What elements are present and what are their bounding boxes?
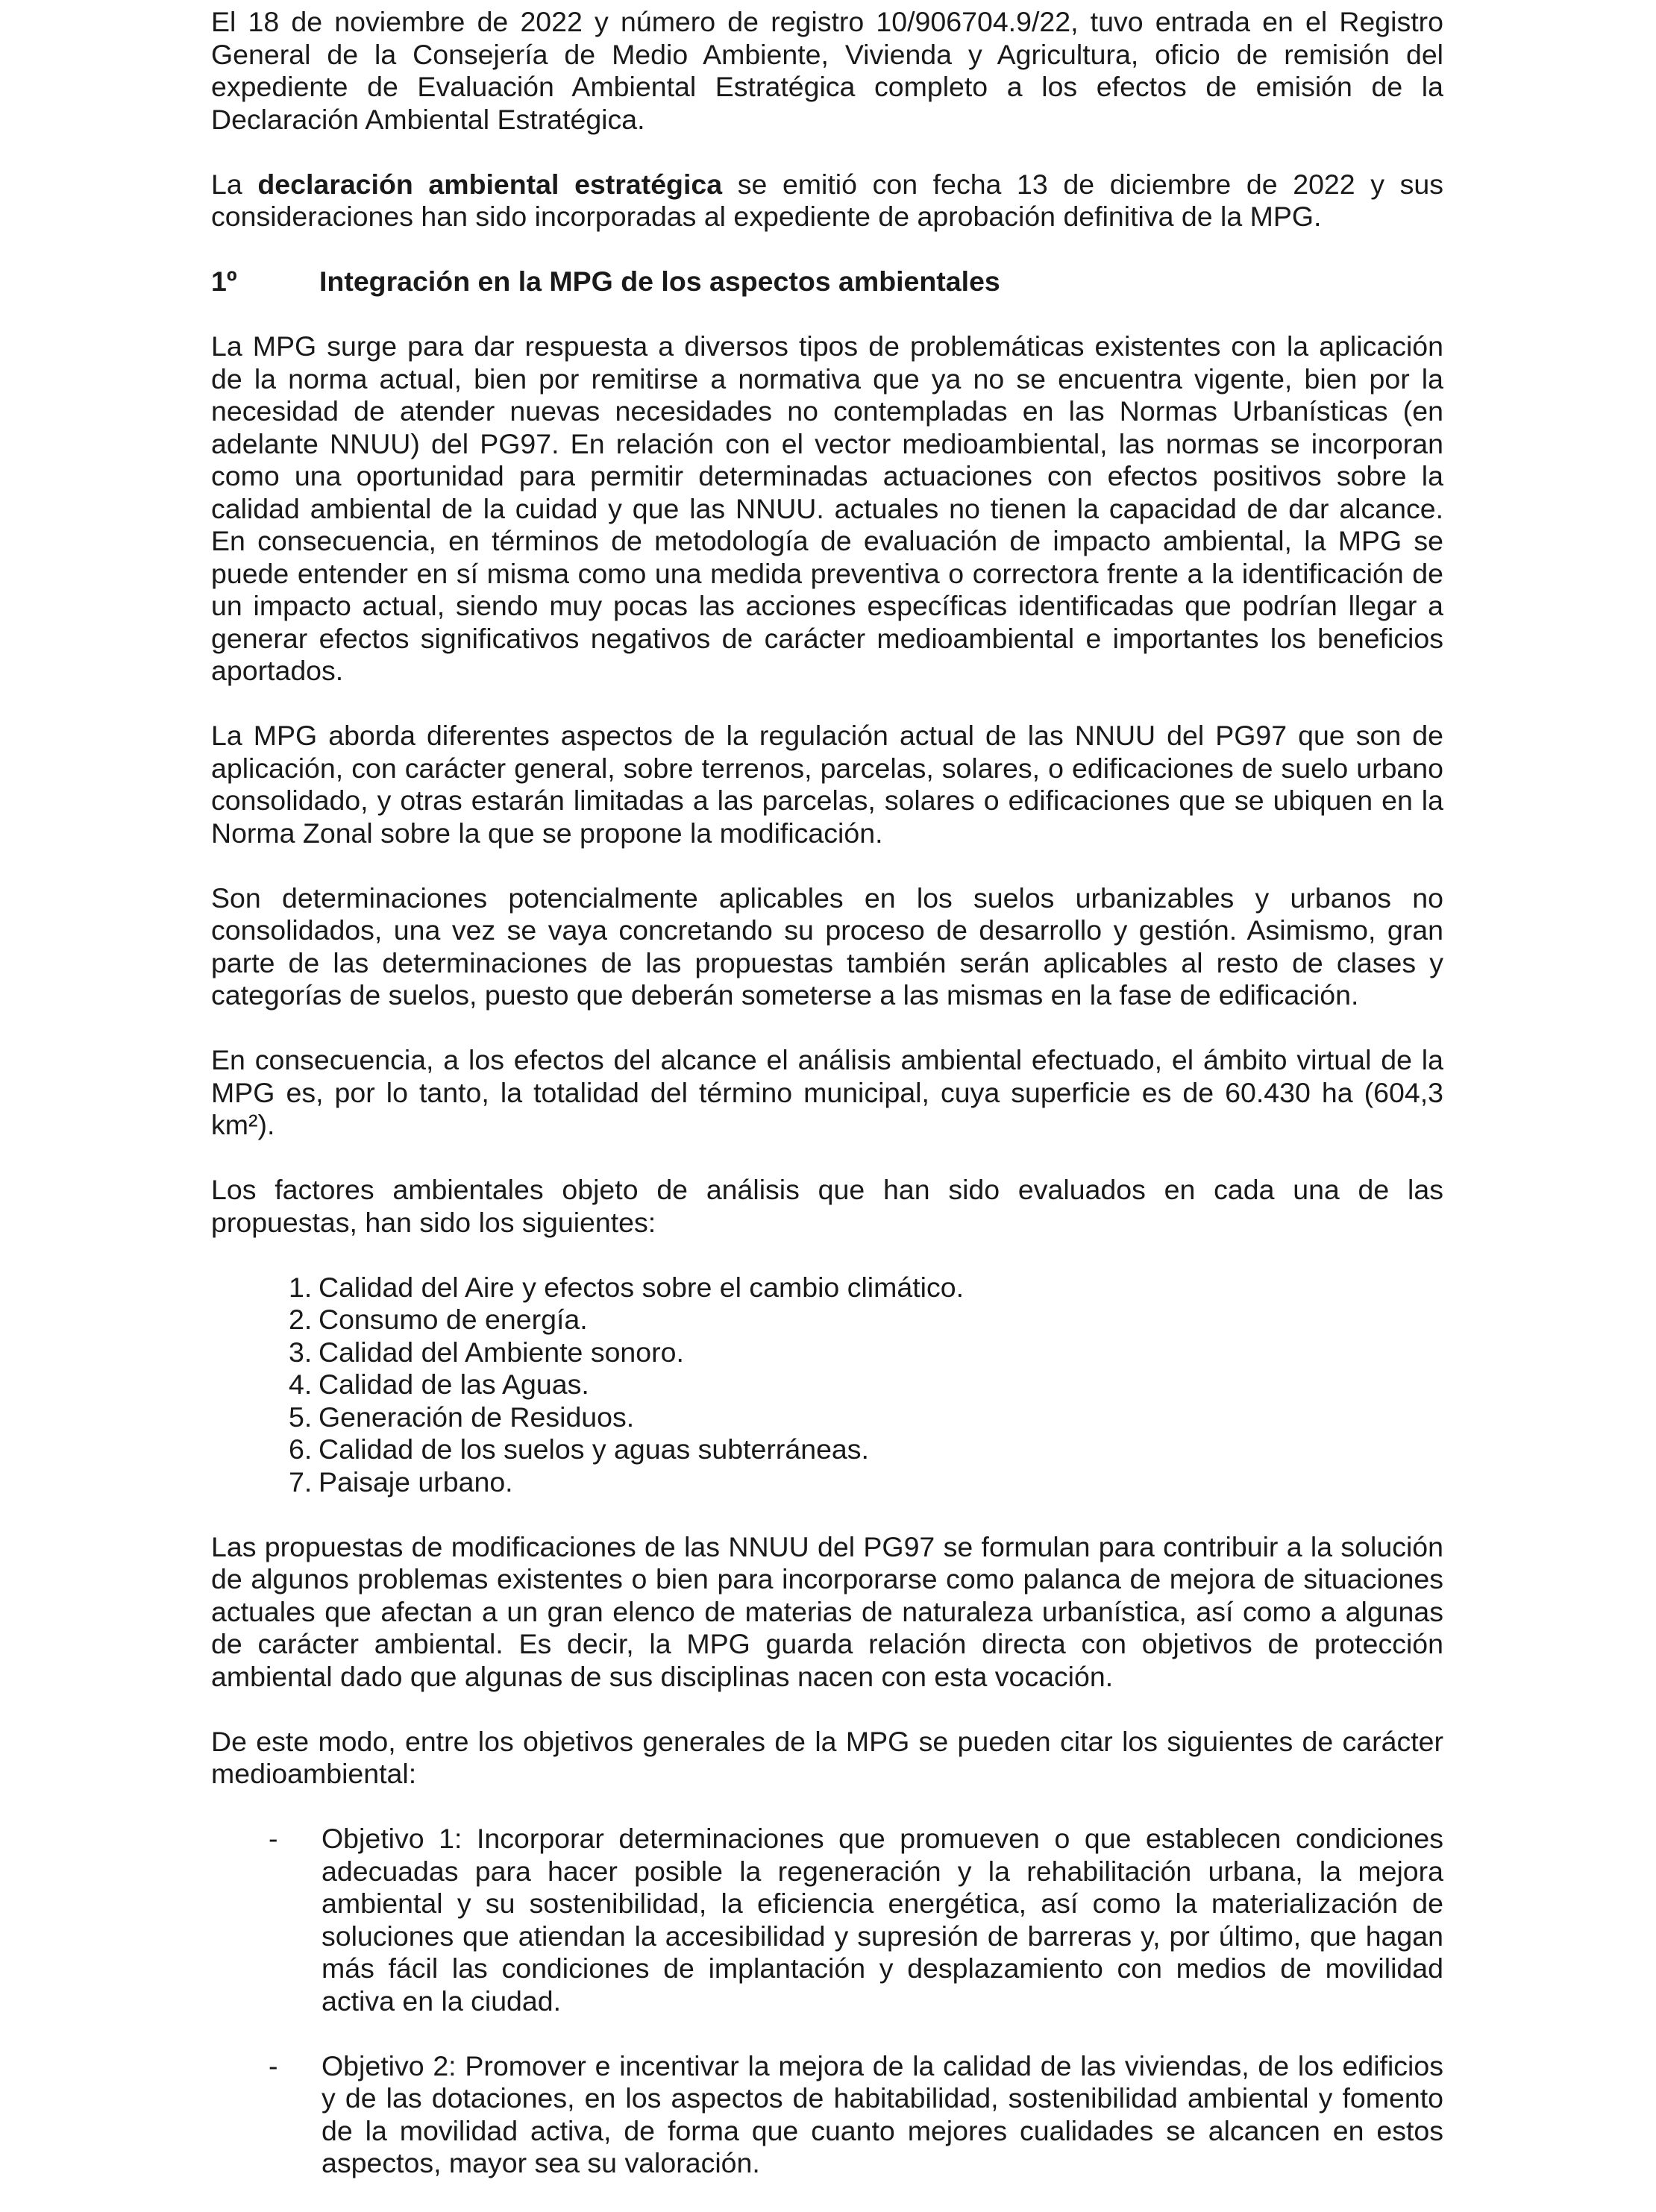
list-item-number: 2. xyxy=(289,1304,313,1335)
list-item xyxy=(211,1304,1443,1336)
list-item-text: Paisaje urbano. xyxy=(319,1465,513,1498)
list-item xyxy=(211,1466,1443,1499)
paragraph-factores-intro: Los factores ambientales objeto de análisis que han sido evaluados en cada una de las propuestas, han sido los siguientes: xyxy=(211,1174,1443,1238)
objective-dash: - xyxy=(269,2049,278,2081)
list-item-text: Calidad del Ambiente sonoro. xyxy=(319,1336,684,1368)
paragraph-propuestas: Las propuestas de modificaciones de las NNUU del PG97 se formulan para contribuir a la solución de algunos problemas existentes o bien para incorporarse como palanca de mejora de situaciones actuales que afectan a un gran elenco de materias de naturaleza urbanística, así como a algunas de carácter ambiental. Es decir, la MPG guarda relación directa con objetivos de protección ambiental dado que algunas de sus disciplinas nacen con esta vocación. xyxy=(211,1530,1443,1692)
paragraph-declaracion-bold: declaración ambiental estratégica xyxy=(257,168,723,200)
list-item-number: 4. xyxy=(289,1369,313,1400)
list-item-number: 5. xyxy=(289,1401,313,1433)
paragraph-declaracion-post: se emitió con fecha 13 de diciembre de 2022 y sus consideraciones han sido incorporadas al expediente de aprobación definitiva de la MPG. xyxy=(211,168,1443,232)
paragraph-ambito: En consecuencia, a los efectos del alcance el análisis ambiental efectuado, el ámbito virtual de la MPG es, por lo tanto, la totalidad del término municipal, cuya superficie es de 60.430 ha (604,3 km²). xyxy=(211,1044,1443,1140)
objective-item xyxy=(211,1823,1443,2017)
list-item xyxy=(211,1369,1443,1401)
list-item-text: Calidad de las Aguas. xyxy=(319,1369,589,1400)
paragraph-objetivos-intro: De este modo, entre los objetivos generales de la MPG se pueden citar los siguientes de carácter medioambiental: xyxy=(211,1725,1443,1789)
paragraph-declaracion-pre: La xyxy=(211,168,258,200)
objective-dash: - xyxy=(269,1823,278,1854)
list-item-number: 7. xyxy=(289,1465,313,1498)
list-item-number: 6. xyxy=(289,1433,313,1465)
paragraph-mpg-aborda: La MPG aborda diferentes aspectos de la regulación actual de las NNUU del PG97 que son de aplicación, con carácter general, sobre terrenos, parcelas, solares, o edificaciones de suelo urbano consolidado, y otras estarán limitadas a las parcelas, solares o edificaciones que se ubiquen en la Norma Zonal sobre la que se propone la modificación. xyxy=(211,720,1443,849)
paragraph-registro: El 18 de noviembre de 2022 y número de registro 10/906704.9/22, tuvo entrada en el Registro General de la Consejería de Medio Ambiente, Vivienda y Agricultura, oficio de remisión del expediente de Evaluación Ambiental Estratégica completo a los efectos de emisión de la Declaración Ambiental Estratégica. xyxy=(211,6,1443,135)
paragraph-declaracion xyxy=(211,169,1443,233)
list-item-text: Calidad del Aire y efectos sobre el cambio climático. xyxy=(319,1271,964,1303)
list-item-number: 3. xyxy=(289,1336,313,1368)
paragraph-determinaciones: Son determinaciones potencialmente aplicables en los suelos urbanizables y urbanos no consolidados, una vez se vaya concretando su proceso de desarrollo y gestión. Asimismo, gran parte de las determinaciones de las propuestas también serán aplicables al resto de clases y categorías de suelos, puesto que deberán someterse a las mismas en la fase de edificación. xyxy=(211,882,1443,1011)
list-item-text: Consumo de energía. xyxy=(319,1304,588,1335)
list-item xyxy=(211,1272,1443,1304)
section-heading-number: 1º xyxy=(211,265,237,297)
factors-list xyxy=(211,1272,1443,1499)
list-item-text: Calidad de los suelos y aguas subterráneas. xyxy=(319,1433,869,1465)
list-item-number: 1. xyxy=(289,1271,313,1303)
document-page xyxy=(211,6,1443,2212)
objective-text: Objetivo 2: Promover e incentivar la mejora de la calidad de las viviendas, de los edificios y de las dotaciones, en los aspectos de habitabilidad, sostenibilidad ambiental y fomento de la movilidad activa, de forma que cuanto mejores cualidades se alcancen en estos aspectos, mayor sea su valoración. xyxy=(322,2049,1443,2178)
objective-item xyxy=(211,2050,1443,2180)
list-item xyxy=(211,1336,1443,1369)
list-item-text: Generación de Residuos. xyxy=(319,1401,635,1433)
section-heading xyxy=(211,265,1443,298)
section-heading-title: Integración en la MPG de los aspectos ambientales xyxy=(319,265,1000,297)
objective-text: Objetivo 1: Incorporar determinaciones que promueven o que establecen condiciones adecuadas para hacer posible la regeneración y la rehabilitación urbana, la mejora ambiental y su sostenibilidad, la eficiencia energética, así como la materialización de soluciones que atiendan la accesibilidad y supresión de barreras y, por último, que hagan más fácil las condiciones de implantación y desplazamiento con medios de movilidad activa en la ciudad. xyxy=(322,1823,1443,2017)
objectives-list xyxy=(211,1823,1443,2180)
paragraph-mpg-surge: La MPG surge para dar respuesta a diversos tipos de problemáticas existentes con la aplicación de la norma actual, bien por remitirse a normativa que ya no se encuentra vigente, bien por la necesidad de atender nuevas necesidades no contempladas en las Normas Urbanísticas (en adelante NNUU) del PG97. En relación con el vector medioambiental, las normas se incorporan como una oportunidad para permitir determinadas actuaciones con efectos positivos sobre la calidad ambiental de la cuidad y que las NNUU. actuales no tienen la capacidad de dar alcance. En consecuencia, en términos de metodología de evaluación de impacto ambiental, la MPG se puede entender en sí misma como una medida preventiva o correctora frente a la identificación de un impacto actual, siendo muy pocas las acciones específicas identificadas que podrían llegar a generar efectos significativos negativos de carácter medioambiental e importantes los beneficios aportados. xyxy=(211,330,1443,686)
list-item xyxy=(211,1401,1443,1434)
list-item xyxy=(211,1433,1443,1466)
